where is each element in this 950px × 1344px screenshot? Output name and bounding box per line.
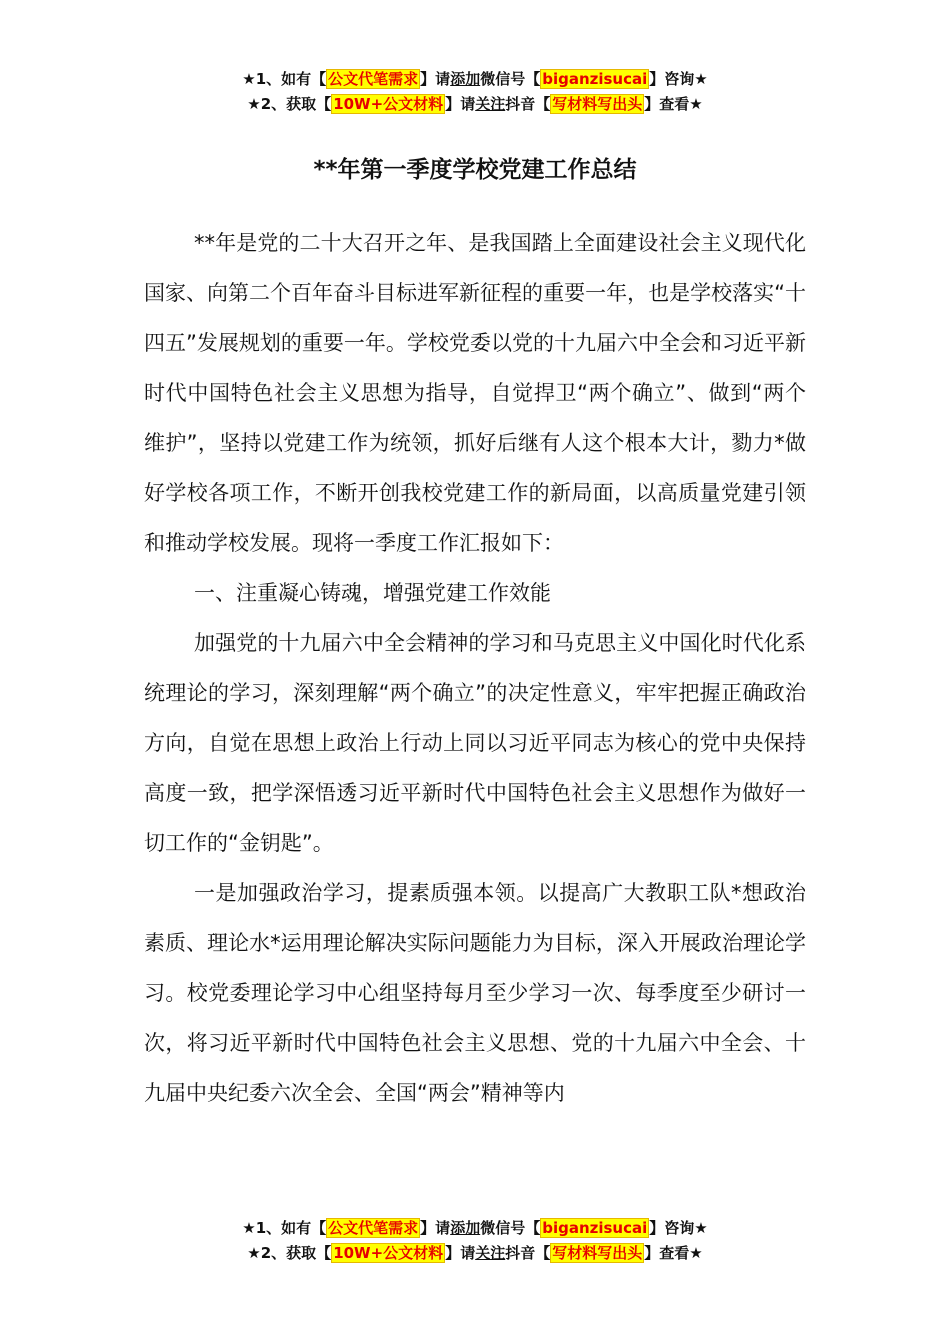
promo-highlight: 10W+公文材料 xyxy=(333,95,444,113)
body-paragraph: 一是加强政治学习，提素质强本领。以提高广大教职工队*想政治素质、理论水*运用理论解决实际问题能力为目标，深入开展政治理论学习。校党委理论学习中心组坚持每月至少学习一次、每季度至少研讨一次，将习近平新时代中国特色社会主义思想、党的十九届六中全会、十九届中央纪委六次全会、全国“两会”精神等内 xyxy=(144,881,806,1105)
document-body xyxy=(144,218,806,1118)
promo-text: 】请 xyxy=(420,1219,451,1237)
promo-text: 抖音【 xyxy=(505,95,551,113)
promo-line-2 xyxy=(0,92,950,117)
promo-text: ★2、获取【 xyxy=(247,1244,332,1262)
document-title: **年第一季度学校党建工作总结 xyxy=(313,157,637,183)
promo-highlight: 公文代笔需求 xyxy=(328,1219,419,1237)
promo-highlight: 写材料写出头 xyxy=(552,1244,643,1262)
promo-text: ★1、如有【 xyxy=(242,1219,327,1237)
promo-text: ★1、如有【 xyxy=(242,70,327,88)
section-heading: 一、注重凝心铸魂，增强党建工作效能 xyxy=(194,581,551,605)
promo-text: 】查看★ xyxy=(644,1244,703,1262)
promo-text: 】咨询★ xyxy=(649,70,708,88)
promo-underlined-text: 添加 xyxy=(450,70,481,88)
promo-banner-top xyxy=(0,67,950,117)
promo-text: 】请 xyxy=(445,1244,476,1262)
promo-text: 】请 xyxy=(420,70,451,88)
promo-text: 微信号【 xyxy=(480,1219,541,1237)
promo-underlined-text: 关注 xyxy=(475,1244,506,1262)
promo-text: ★2、获取【 xyxy=(247,95,332,113)
promo-text: 微信号【 xyxy=(480,70,541,88)
promo-text: 】查看★ xyxy=(644,95,703,113)
promo-line-1 xyxy=(0,67,950,92)
promo-line-1 xyxy=(0,1216,950,1241)
promo-highlight: 写材料写出头 xyxy=(552,95,643,113)
promo-text: 抖音【 xyxy=(505,1244,551,1262)
body-paragraph: **年是党的二十大召开之年、是我国踏上全面建设社会主义现代化国家、向第二个百年奋斗目标进军新征程的重要一年，也是学校落实“十四五”发展规划的重要一年。学校党委以党的十九届六中全会和习近平新时代中国特色社会主义思想为指导，自觉捍卫“两个确立”、做到“两个维护”，坚持以党建工作为统领，抓好后继有人这个根本大计，勠力*做好学校各项工作，不断开创我校党建工作的新局面，以高质量党建引领和推动学校发展。现将一季度工作汇报如下： xyxy=(144,231,806,555)
promo-text: 】请 xyxy=(445,95,476,113)
promo-highlight: 公文代笔需求 xyxy=(328,70,419,88)
promo-highlight: biganzisucai xyxy=(542,1219,648,1237)
promo-underlined-text: 添加 xyxy=(450,1219,481,1237)
body-paragraph: 加强党的十九届六中全会精神的学习和马克思主义中国化时代化系统理论的学习，深刻理解“两个确立”的决定性意义，牢牢把握正确政治方向，自觉在思想上政治上行动上同以习近平同志为核心的党中央保持高度一致，把学深悟透习近平新时代中国特色社会主义思想作为做好一切工作的“金钥匙”。 xyxy=(144,631,806,855)
promo-underlined-text: 关注 xyxy=(475,95,506,113)
promo-highlight: 10W+公文材料 xyxy=(333,1244,444,1262)
promo-banner-bottom xyxy=(0,1216,950,1266)
promo-text: 】咨询★ xyxy=(649,1219,708,1237)
promo-line-2 xyxy=(0,1241,950,1266)
promo-highlight: biganzisucai xyxy=(542,70,648,88)
